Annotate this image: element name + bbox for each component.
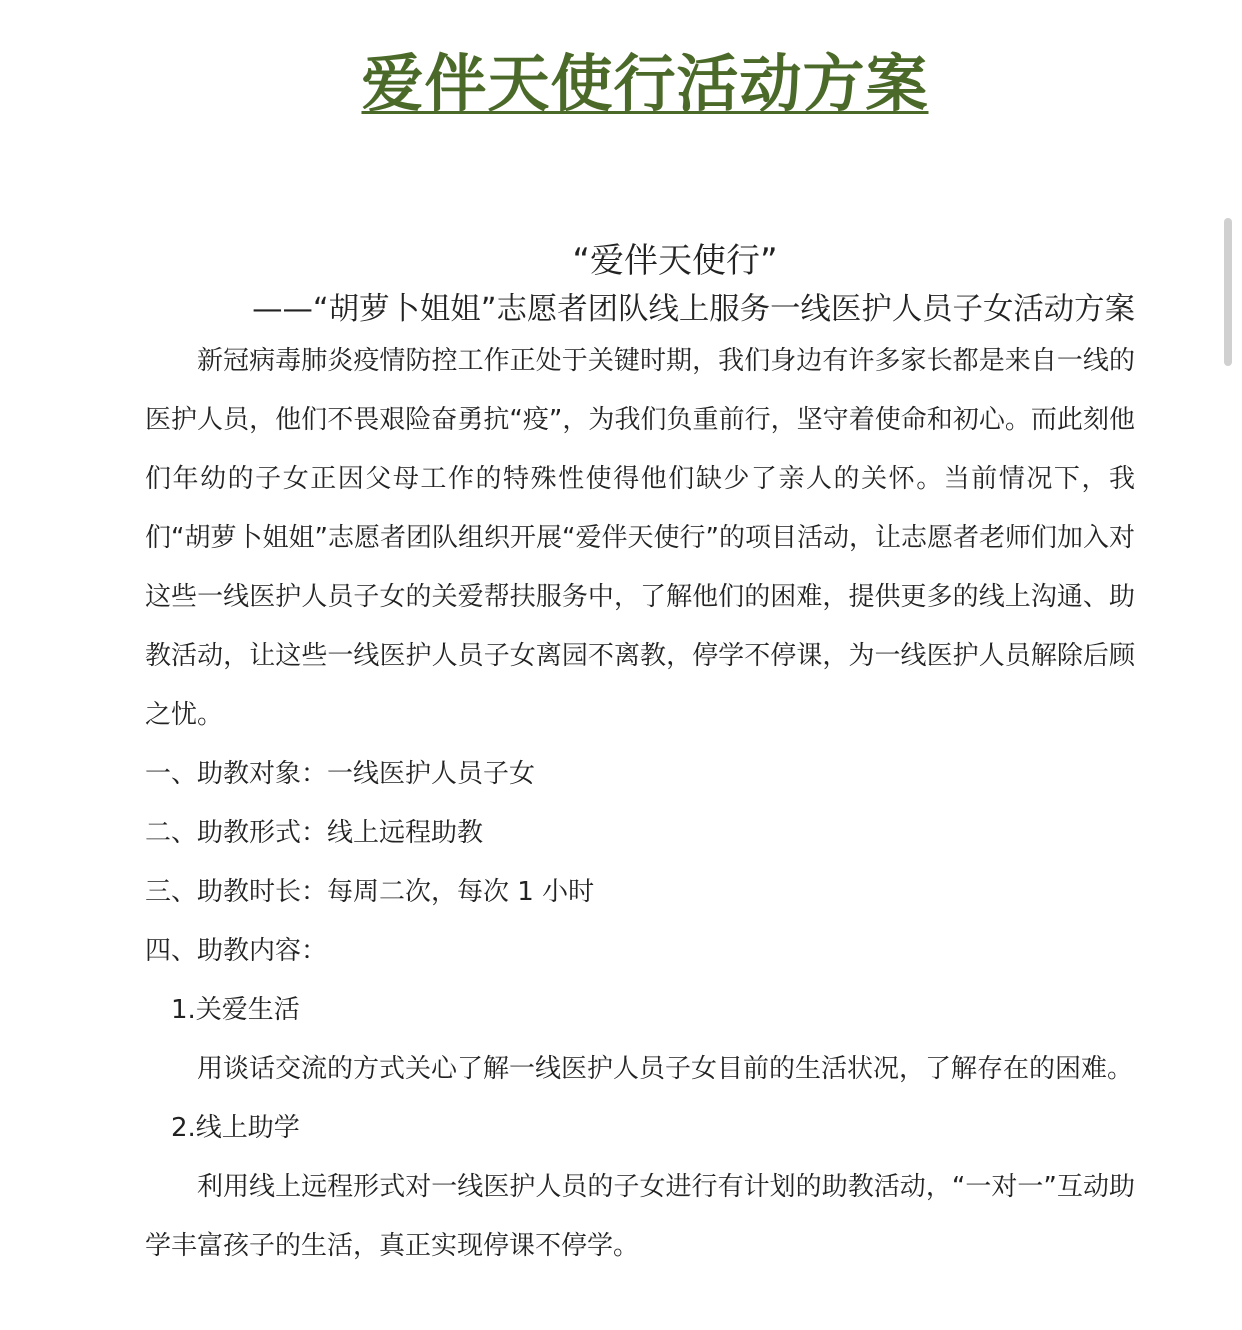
scrollbar-thumb[interactable] bbox=[1224, 218, 1232, 366]
intro-paragraph: 新冠病毒肺炎疫情防控工作正处于关键时期，我们身边有许多家长都是来自一线的医护人员，他们不畏艰险奋勇抗“疫”，为我们负重前行，坚守着使命和初心。而此刻他们年幼的子女正因父母工作的特殊性使得他们缺少了亲人的关怀。当前情况下，我们“胡萝卜姐姐”志愿者团队组织开展“爱伴天使行”的项目活动，让志愿者老师们加入对这些一线医护人员子女的关爱帮扶服务中，了解他们的困难，提供更多的线上沟通、助教活动，让这些一线医护人员子女离园不离教，停学不停课，为一线医护人员解除后顾之忧。 bbox=[145, 346, 1135, 730]
section-body-care: 用谈话交流的方式关心了解一线医护人员子女目前的生活状况，了解存在的困难。 bbox=[197, 1054, 1134, 1084]
document-subtitle: ——“胡萝卜姐姐”志愿者团队线上服务一线医护人员子女活动方案 bbox=[252, 292, 1135, 327]
list-item-format: 二、助教形式：线上远程助教 bbox=[145, 818, 484, 848]
list-item-content: 四、助教内容： bbox=[145, 936, 328, 966]
section-heading-study: 2.线上助学 bbox=[171, 1113, 300, 1143]
list-item-target: 一、助教对象：一线医护人员子女 bbox=[145, 759, 536, 789]
page-title: 爱伴天使行活动方案 bbox=[361, 47, 929, 120]
section-body-study: 利用线上远程形式对一线医护人员的子女进行有计划的助教活动，“一对一”互动助学丰富孩子的生活，真正实现停课不停学。 bbox=[145, 1172, 1135, 1261]
section-heading-care: 1.关爱生活 bbox=[171, 995, 300, 1025]
document-title: “爱伴天使行” bbox=[572, 241, 778, 281]
document-body bbox=[145, 238, 1135, 1276]
list-item-duration: 三、助教时长：每周二次，每次 1 小时 bbox=[145, 877, 595, 907]
